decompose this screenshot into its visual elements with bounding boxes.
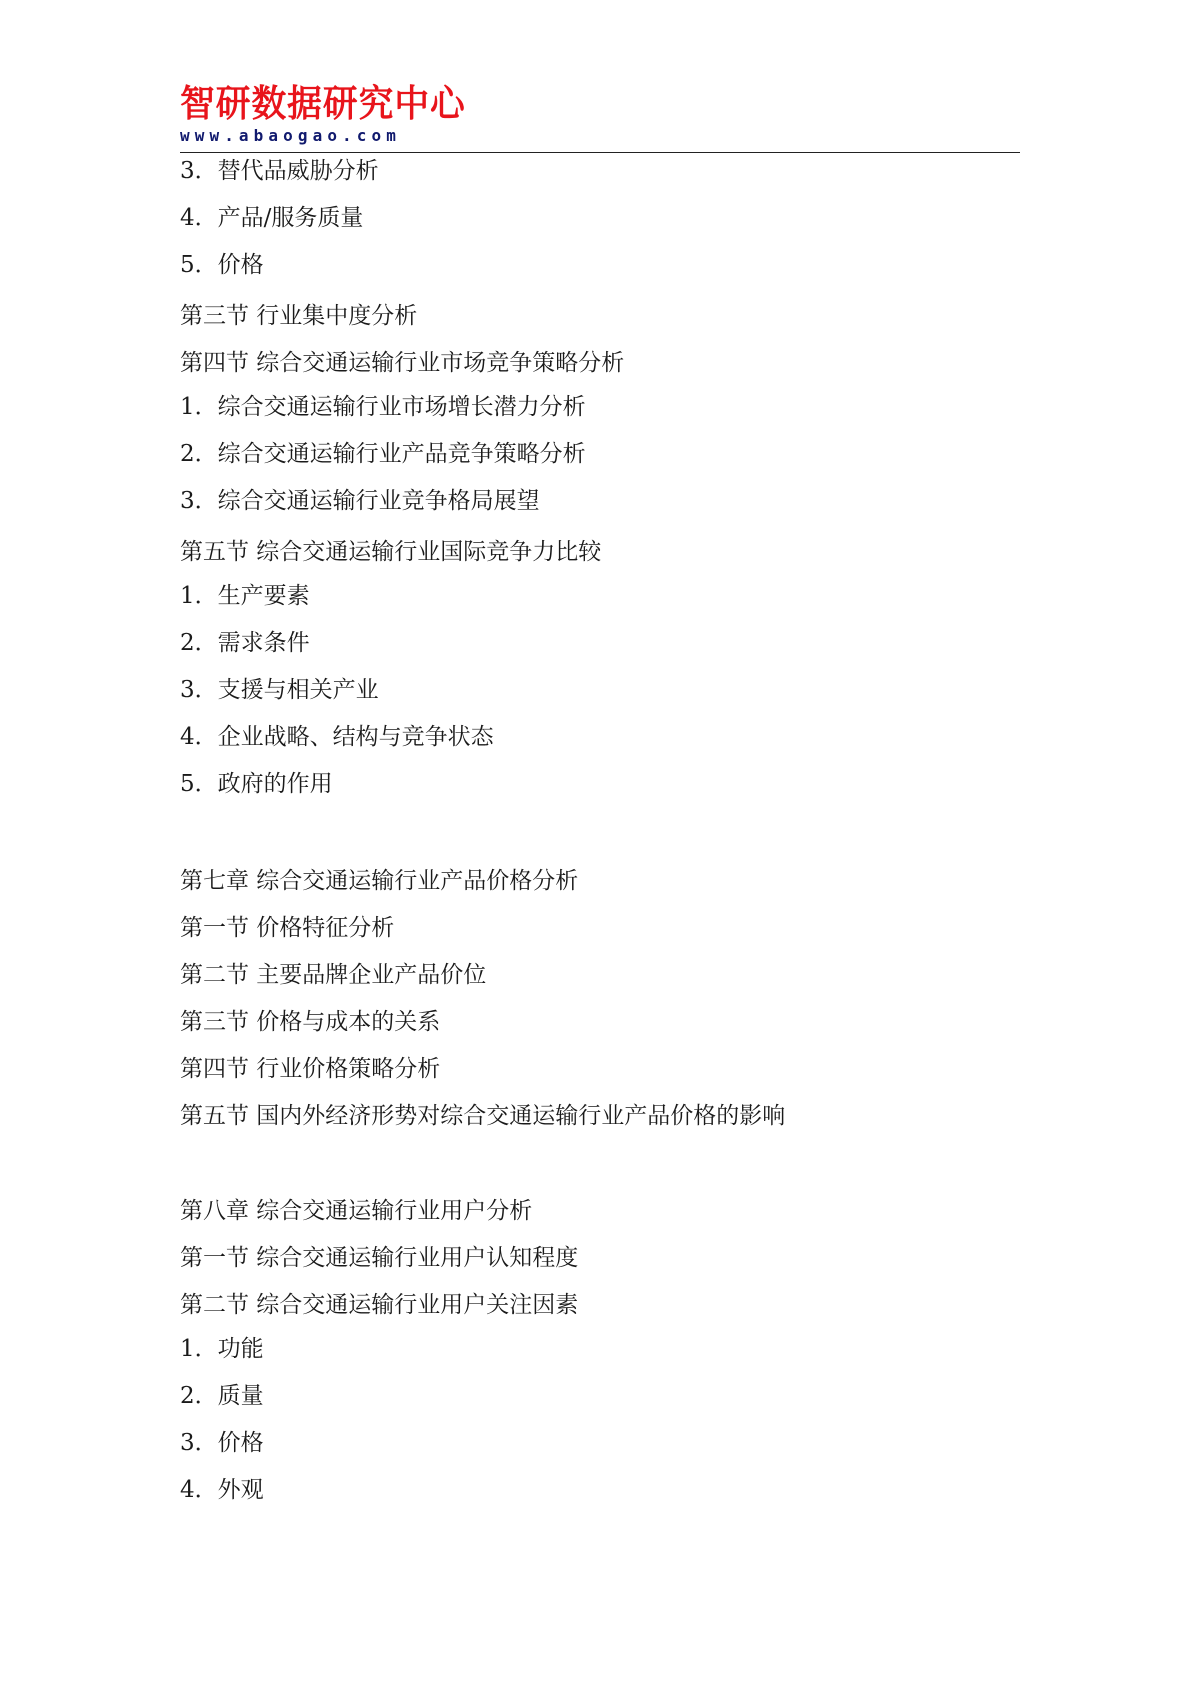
logo-url: www.abaogao.com <box>180 126 401 145</box>
toc-line: 4．产品/服务质量 <box>180 205 364 231</box>
toc-line: 2．需求条件 <box>180 630 310 656</box>
toc-line: 第七章 综合交通运输行业产品价格分析 <box>180 868 579 894</box>
toc-line: 第一节 价格特征分析 <box>180 915 395 941</box>
toc-line: 第八章 综合交通运输行业用户分析 <box>180 1198 533 1224</box>
toc-line: 1．综合交通运输行业市场增长潜力分析 <box>180 394 586 420</box>
toc-line: 2．综合交通运输行业产品竞争策略分析 <box>180 441 586 467</box>
header-divider <box>180 152 1020 153</box>
toc-line: 第二节 综合交通运输行业用户关注因素 <box>180 1292 579 1318</box>
toc-line: 第三节 价格与成本的关系 <box>180 1009 441 1035</box>
toc-line: 第五节 国内外经济形势对综合交通运输行业产品价格的影响 <box>180 1103 786 1129</box>
toc-line: 4．企业战略、结构与竞争状态 <box>180 724 494 750</box>
toc-line: 3．价格 <box>180 1430 264 1456</box>
logo-title: 智研数据研究中心 <box>180 82 466 125</box>
toc-line: 第五节 综合交通运输行业国际竞争力比较 <box>180 539 602 565</box>
toc-line: 4．外观 <box>180 1477 264 1503</box>
toc-line: 第二节 主要品牌企业产品价位 <box>180 962 487 988</box>
toc-line: 第一节 综合交通运输行业用户认知程度 <box>180 1245 579 1271</box>
toc-line: 5．价格 <box>180 252 264 278</box>
toc-line: 第四节 行业价格策略分析 <box>180 1056 441 1082</box>
toc-line: 3．综合交通运输行业竞争格局展望 <box>180 488 540 514</box>
toc-line: 1．功能 <box>180 1336 264 1362</box>
toc-line: 1．生产要素 <box>180 583 310 609</box>
toc-line: 第四节 综合交通运输行业市场竞争策略分析 <box>180 350 625 376</box>
toc-line: 3．替代品威胁分析 <box>180 158 379 184</box>
toc-line: 第三节 行业集中度分析 <box>180 303 418 329</box>
toc-line: 2．质量 <box>180 1383 264 1409</box>
toc-line: 5．政府的作用 <box>180 771 333 797</box>
page-header <box>180 84 1020 154</box>
toc-line: 3．支援与相关产业 <box>180 677 379 703</box>
